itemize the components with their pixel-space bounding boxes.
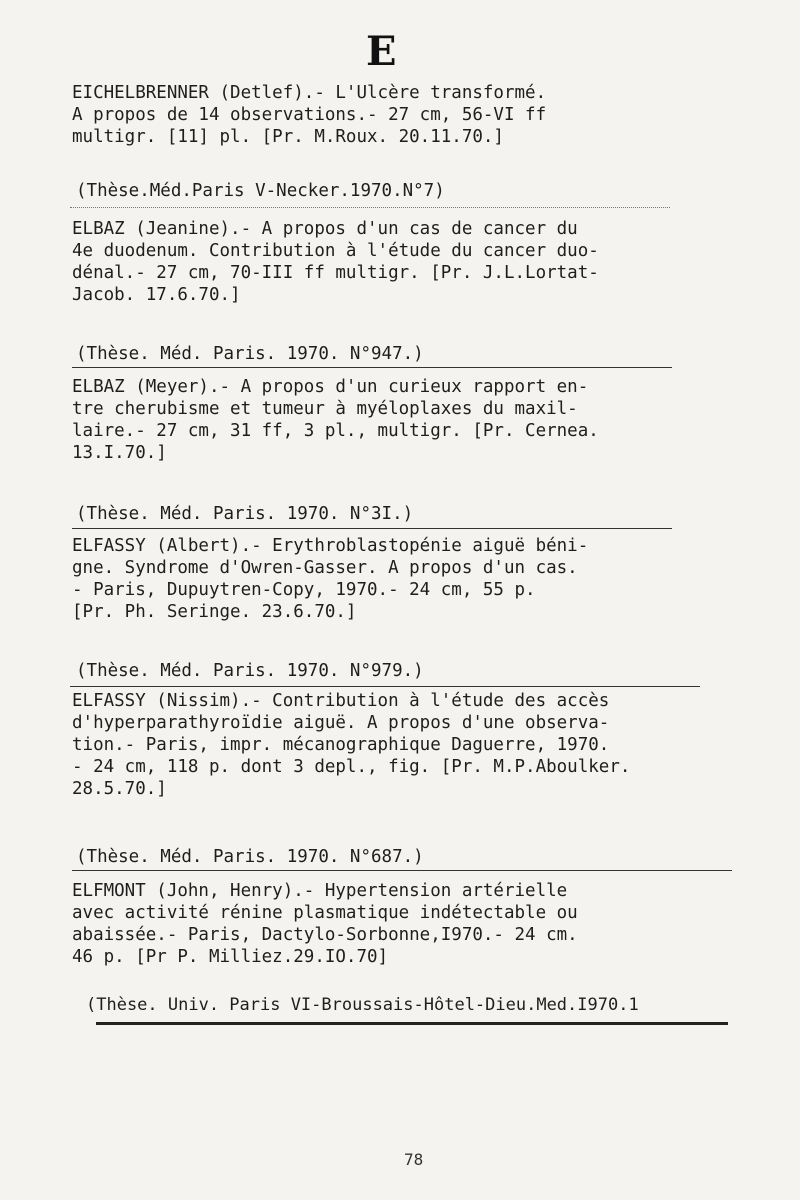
separator-line xyxy=(72,870,732,871)
separator-line xyxy=(72,528,672,529)
entry-line: tre cherubisme et tumeur à myéloplaxes du maxil- xyxy=(72,399,578,419)
thesis-note: (Thèse. Méd. Paris. 1970. N°979.) xyxy=(76,661,424,681)
entry-line: abaissée.- Paris, Dactylo-Sorbonne,I970.- 24 cm. xyxy=(72,925,578,945)
entry-line: laire.- 27 cm, 31 ff, 3 pl., multigr. [Pr. Cernea. xyxy=(72,421,599,441)
entry-line: [Pr. Ph. Seringe. 23.6.70.] xyxy=(72,602,357,622)
entry-line: ELBAZ (Meyer).- A propos d'un curieux rapport en- xyxy=(72,377,589,397)
separator-line xyxy=(70,686,700,687)
page-number: 78 xyxy=(404,1150,424,1169)
entry-line: tion.- Paris, impr. mécanographique Daguerre, 1970. xyxy=(72,735,610,755)
entry-line: d'hyperparathyroïdie aiguë. A propos d'une observa- xyxy=(72,713,610,733)
catalog-entry xyxy=(72,880,752,968)
catalog-entry xyxy=(72,376,722,464)
entry-line: 13.I.70.] xyxy=(72,443,167,463)
catalog-entry xyxy=(72,218,722,306)
entry-line: ELFMONT (John, Henry).- Hypertension artérielle xyxy=(72,881,568,901)
separator-line xyxy=(72,367,672,368)
entry-line: EICHELBRENNER (Detlef).- L'Ulcère transformé. xyxy=(72,83,547,103)
entry-line: 4e duodenum. Contribution à l'étude du cancer duo- xyxy=(72,241,599,261)
catalog-entry xyxy=(72,535,722,623)
entry-line: ELBAZ (Jeanine).- A propos d'un cas de cancer du xyxy=(72,219,578,239)
entry-line: Jacob. 17.6.70.] xyxy=(72,285,241,305)
entry-line: 46 p. [Pr P. Milliez.29.IO.70] xyxy=(72,947,389,967)
entry-line: gne. Syndrome d'Owren-Gasser. A propos d'un cas. xyxy=(72,558,578,578)
section-letter: E xyxy=(366,28,397,75)
entry-line: ELFASSY (Nissim).- Contribution à l'étude des accès xyxy=(72,691,610,711)
entry-line: multigr. [11] pl. [Pr. M.Roux. 20.11.70.] xyxy=(72,127,504,147)
thesis-note: (Thèse.Méd.Paris V-Necker.1970.N°7) xyxy=(76,181,445,201)
separator-line xyxy=(70,207,670,208)
separator-line xyxy=(96,1022,728,1025)
entry-line: 28.5.70.] xyxy=(72,779,167,799)
thesis-note: (Thèse. Univ. Paris VI-Broussais-Hôtel-Dieu.Med.I970.1 xyxy=(86,995,639,1015)
thesis-note: (Thèse. Méd. Paris. 1970. N°687.) xyxy=(76,847,424,867)
entry-line: - 24 cm, 118 p. dont 3 depl., fig. [Pr. M.P.Aboulker. xyxy=(72,757,631,777)
entry-line: A propos de 14 observations.- 27 cm, 56-VI ff xyxy=(72,105,547,125)
entry-line: avec activité rénine plasmatique indétectable ou xyxy=(72,903,578,923)
thesis-note: (Thèse. Méd. Paris. 1970. N°947.) xyxy=(76,344,424,364)
entry-line: dénal.- 27 cm, 70-III ff multigr. [Pr. J.L.Lortat- xyxy=(72,263,599,283)
catalog-entry xyxy=(72,690,722,800)
entry-line: - Paris, Dupuytren-Copy, 1970.- 24 cm, 55 p. xyxy=(72,580,536,600)
catalog-entry xyxy=(72,82,722,148)
entry-line: ELFASSY (Albert).- Erythroblastopénie aiguë béni- xyxy=(72,536,589,556)
thesis-note: (Thèse. Méd. Paris. 1970. N°3I.) xyxy=(76,504,414,524)
